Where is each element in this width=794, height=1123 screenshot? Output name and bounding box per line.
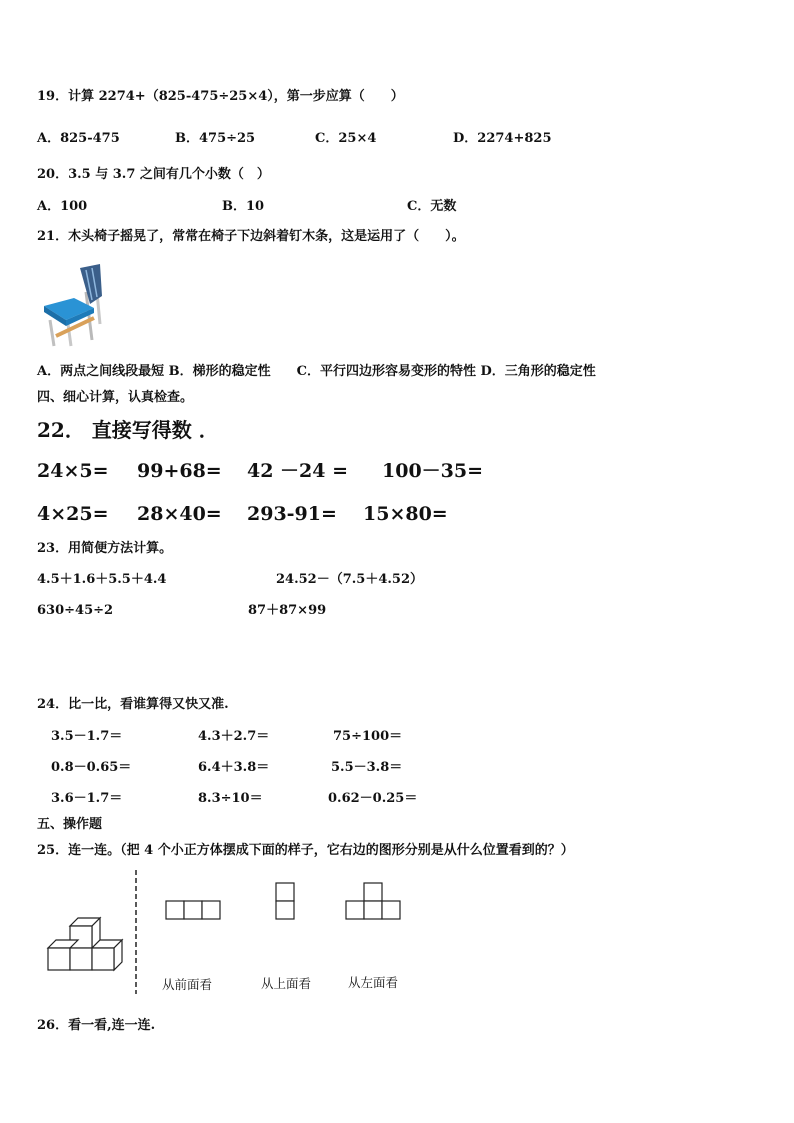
q22-item[interactable]: 42 －24 = <box>247 460 349 482</box>
q24-item[interactable]: 6.4＋3.8＝ <box>198 760 270 775</box>
q19-option-c[interactable]: C．25×4 <box>315 131 377 146</box>
q19-stem: 19．计算 2274+（825-475÷25×4），第一步应算（ ） <box>37 89 404 104</box>
chair-front-leg <box>50 320 54 346</box>
section-4-title: 四、细心计算，认真检查。 <box>37 390 194 405</box>
q24-item[interactable]: 5.5－3.8＝ <box>331 760 403 775</box>
q19-option-a[interactable]: A．825-475 <box>37 131 120 146</box>
q23-item[interactable]: 4.5＋1.6＋5.5＋4.4 <box>37 572 167 587</box>
view-three-in-row <box>165 900 223 922</box>
label-front-view: 从前面看 <box>162 977 213 992</box>
q19-option-b[interactable]: B．475÷25 <box>175 131 256 146</box>
q22-item[interactable]: 4×25= <box>37 503 109 525</box>
q19-option-d[interactable]: D．2274+825 <box>453 131 552 146</box>
section-5-title: 五、操作题 <box>37 817 103 832</box>
q22-item[interactable]: 28×40= <box>137 503 222 525</box>
q20-option-b[interactable]: B．10 <box>222 199 265 214</box>
q20-option-a[interactable]: A．100 <box>37 199 88 214</box>
q24-item[interactable]: 4.3＋2.7＝ <box>198 729 270 744</box>
q22-item[interactable]: 99+68= <box>137 460 222 482</box>
q21-options[interactable]: A．两点之间线段最短 B．梯形的稳定性 C．平行四边形容易变形的特性 D．三角形的稳定性 <box>37 364 596 379</box>
q22-item[interactable]: 100－35= <box>382 460 484 482</box>
cube-front-1 <box>48 948 70 970</box>
q20-stem: 20．3.5 与 3.7 之间有几个小数（ ） <box>37 167 270 182</box>
q22-item[interactable]: 24×5= <box>37 460 109 482</box>
q24-item[interactable]: 8.3÷10＝ <box>198 791 263 806</box>
chair-illustration <box>40 262 106 348</box>
q22-title: 22． 直接写得数 ． <box>37 418 219 442</box>
q24-item[interactable]: 0.62－0.25＝ <box>328 791 418 806</box>
label-left-view: 从左面看 <box>348 975 399 990</box>
q24-item[interactable]: 0.8－0.65＝ <box>51 760 132 775</box>
q23-item[interactable]: 630÷45÷2 <box>37 603 114 618</box>
q23-item[interactable]: 24.52－（7.5＋4.52） <box>276 572 423 587</box>
dashed-divider <box>134 870 138 994</box>
q22-item[interactable]: 293-91= <box>247 503 337 525</box>
q24-item[interactable]: 75÷100＝ <box>333 729 403 744</box>
q24-stem: 24．比一比，看谁算得又快又准. <box>37 697 229 712</box>
q24-item[interactable]: 3.6－1.7＝ <box>51 791 123 806</box>
q20-option-c[interactable]: C．无数 <box>407 199 457 214</box>
q25-stem: 25．连一连。（把 4 个小正方体摆成下面的样子，它右边的图形分别是从什么位置看到的？） <box>37 843 574 858</box>
q24-item[interactable]: 3.5－1.7＝ <box>51 729 123 744</box>
cube-front-3 <box>92 948 114 970</box>
label-top-view: 从上面看 <box>261 976 312 991</box>
q23-item[interactable]: 87＋87×99 <box>248 603 327 618</box>
cube-stack-figure <box>44 918 126 978</box>
view-two-stacked <box>275 882 297 922</box>
q22-item[interactable]: 15×80= <box>363 503 448 525</box>
cube-front-2 <box>70 948 92 970</box>
q23-stem: 23．用简便方法计算。 <box>37 541 173 556</box>
q21-stem: 21．木头椅子摇晃了，常常在椅子下边斜着钉木条，这是运用了（ ）。 <box>37 229 465 244</box>
view-t-shape <box>345 882 403 922</box>
q26-stem: 26．看一看,连一连. <box>37 1018 156 1033</box>
